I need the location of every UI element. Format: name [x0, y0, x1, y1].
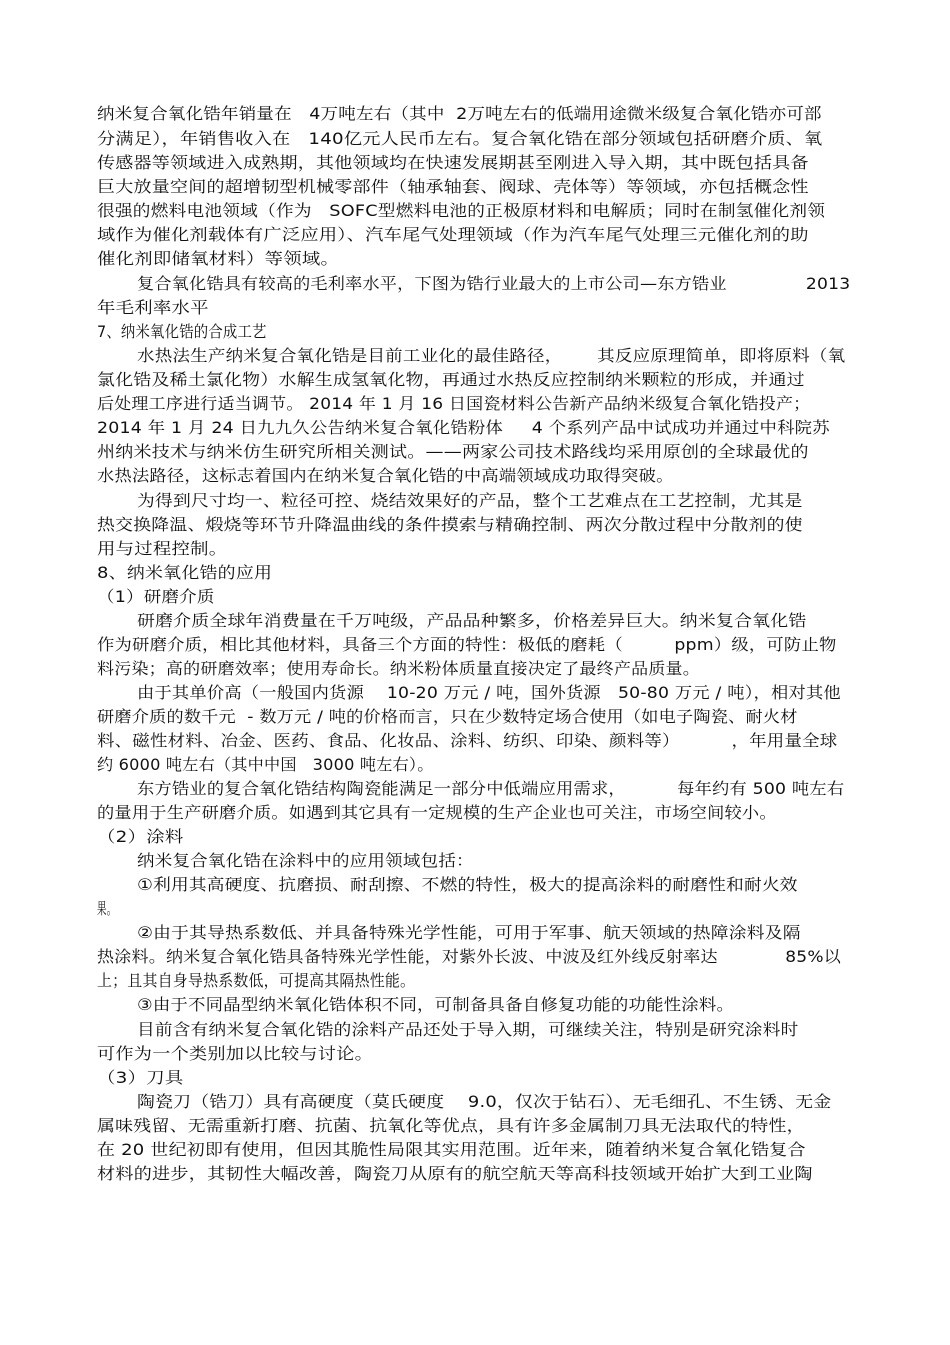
paragraph-line: 约 6000 吨左右（其中中国 3000 吨左右）。: [97, 755, 434, 774]
paragraph-line: 作为研磨介质，相比其他材料，具备三个方面的特性：极低的磨耗（ ppm）级，可防止物: [97, 635, 837, 654]
section-heading: 8、纳米氧化锆的应用: [97, 563, 273, 582]
paragraph-line: 很强的燃料电池领域（作为 SOFC型燃料电池的正极原材料和电解质；同时在制氢催化剂领: [97, 201, 826, 220]
paragraph-line: 水热法路径，这标志着国内在纳米复合氧化锆的中高端领域成功取得突破。: [97, 466, 674, 485]
paragraph-line: 2014 年 1 月 24 日九九久公告纳米复合氧化锆粉体 4 个系列产品中试成功并通过中科院苏: [97, 418, 830, 437]
subsection-heading: （2）涂料: [97, 827, 184, 846]
paragraph-line: 年毛利率水平: [97, 298, 209, 317]
paragraph-line: 东方锆业的复合氧化锆结构陶瓷能满足一部分中低端应用需求， 每年约有 500 吨左右: [137, 779, 845, 798]
paragraph-line: 域作为催化剂载体有广泛应用）、汽车尾气处理领域（作为汽车尾气处理三元催化剂的助: [97, 225, 809, 244]
section-heading: 7、纳米氧化锆的合成工艺: [97, 322, 267, 341]
paragraph-line: 研磨介质的数千元 - 数万元 / 吨的价格而言，只在少数特定场合使用（如电子陶瓷、耐火材: [97, 707, 798, 726]
paragraph-line: 的量用于生产研磨介质。如遇到其它具有一定规模的生产企业也可关注，市场空间较小。: [97, 803, 777, 822]
paragraph-line: 复合氧化锆具有较高的毛利率水平，下图为锆行业最大的上市公司—东方锆业 2013: [137, 274, 851, 293]
paragraph-line: 巨大放量空间的超增韧型机械零部件（轴承轴套、阀球、壳体等）等领域，亦包括概念性: [97, 177, 809, 196]
subsection-heading: （1）研磨介质: [97, 587, 215, 606]
paragraph-line: 可作为一个类别加以比较与讨论。: [97, 1044, 374, 1063]
paragraph-line: ②由于其导热系数低、并具备特殊光学性能，可用于军事、航天领域的热障涂料及隔: [137, 923, 801, 942]
paragraph-line: 纳米复合氧化锆在涂料中的应用领域包括：: [137, 851, 474, 870]
paragraph-line: 料、磁性材料、冶金、医药、食品、化妆品、涂料、纺织、印染、颜料等） ，年用量全球: [97, 731, 838, 750]
paragraph-line: 陶瓷刀（锆刀）具有高硬度（莫氏硬度 9.0，仅次于钻石）、无毛细孔、不生锈、无金: [137, 1092, 832, 1111]
paragraph-line: 纳米复合氧化锆年销量在 4万吨左右（其中 2万吨左右的低端用途微米级复合氧化锆亦可部: [97, 104, 822, 123]
paragraph-line: 目前含有纳米复合氧化锆的涂料产品还处于导入期，可继续关注，特别是研究涂料时: [137, 1020, 799, 1039]
paragraph-line: 用与过程控制。: [97, 539, 228, 558]
paragraph-line: 传感器等领域进入成熟期，其他领域均在快速发展期甚至刚进入导入期，其中既包括具备: [97, 153, 809, 172]
paragraph-line: 热交换降温、煅烧等环节升降温曲线的条件摸索与精确控制、两次分散过程中分散剂的使: [97, 515, 803, 534]
paragraph-line: 催化剂即储氧材料）等领域。: [97, 249, 340, 268]
paragraph-line: 州纳米技术与纳米仿生研究所相关测试。——两家公司技术路线均采用原创的全球最优的: [97, 442, 809, 461]
paragraph-line: ①利用其高硬度、抗磨损、耐刮擦、不燃的特性，极大的提高涂料的耐磨性和耐火效: [137, 875, 798, 894]
paragraph-line: 果。: [97, 899, 117, 918]
paragraph-line: 研磨介质全球年消费量在千万吨级，产品品种繁多，价格差异巨大。纳米复合氧化锆: [137, 611, 807, 630]
paragraph-line: 由于其单价高（一般国内货源 10-20 万元 / 吨，国外货源 50-80 万元 / 吨），相对其他: [137, 683, 841, 702]
paragraph-line: 热涂料。纳米复合氧化锆具备特殊光学性能，对紫外长波、中波及红外线反射率达 85%以: [97, 947, 841, 966]
paragraph-line: 后处理工序进行适当调节。 2014 年 1 月 16 日国瓷材料公告新产品纳米级复合氧化锆投产；: [97, 394, 811, 413]
paragraph-line: 材料的进步，其韧性大幅改善，陶瓷刀从原有的航空航天等高科技领域开始扩大到工业陶: [97, 1164, 813, 1183]
paragraph-line: 料污染；高的研磨效率；使用寿命长。纳米粉体质量直接决定了最终产品质量。: [97, 659, 701, 678]
paragraph-line: ③由于不同晶型纳米氧化锆体积不同，可制备具备自修复功能的功能性涂料。: [137, 995, 735, 1014]
subsection-heading: （3）刀具: [97, 1068, 184, 1087]
paragraph-line: 水热法生产纳米复合氧化锆是目前工业化的最佳路径， 其反应原理简单，即将原料（氧: [137, 346, 846, 365]
paragraph-line: 氯化锆及稀土氯化物）水解生成氢氧化物，再通过水热反应控制纳米颗粒的形成，并通过: [97, 370, 805, 389]
paragraph-line: 为得到尺寸均一、粒径可控、烧结效果好的产品，整个工艺难点在工艺控制，尤其是: [137, 491, 803, 510]
paragraph-line: 分满足），年销售收入在 140亿元人民币左右。复合氧化锆在部分领域包括研磨介质、氧: [97, 129, 823, 148]
paragraph-line: 在 20 世纪初即有使用，但因其脆性局限其实用范围。近年来，随着纳米复合氧化锆复合: [97, 1140, 806, 1159]
paragraph-line: 属味残留、无需重新打磨、抗菌、抗氧化等优点，具有许多金属制刀具无法取代的特性，: [97, 1116, 805, 1135]
paragraph-line: 上；且其自身导热系数低，可提高其隔热性能。: [97, 971, 416, 990]
